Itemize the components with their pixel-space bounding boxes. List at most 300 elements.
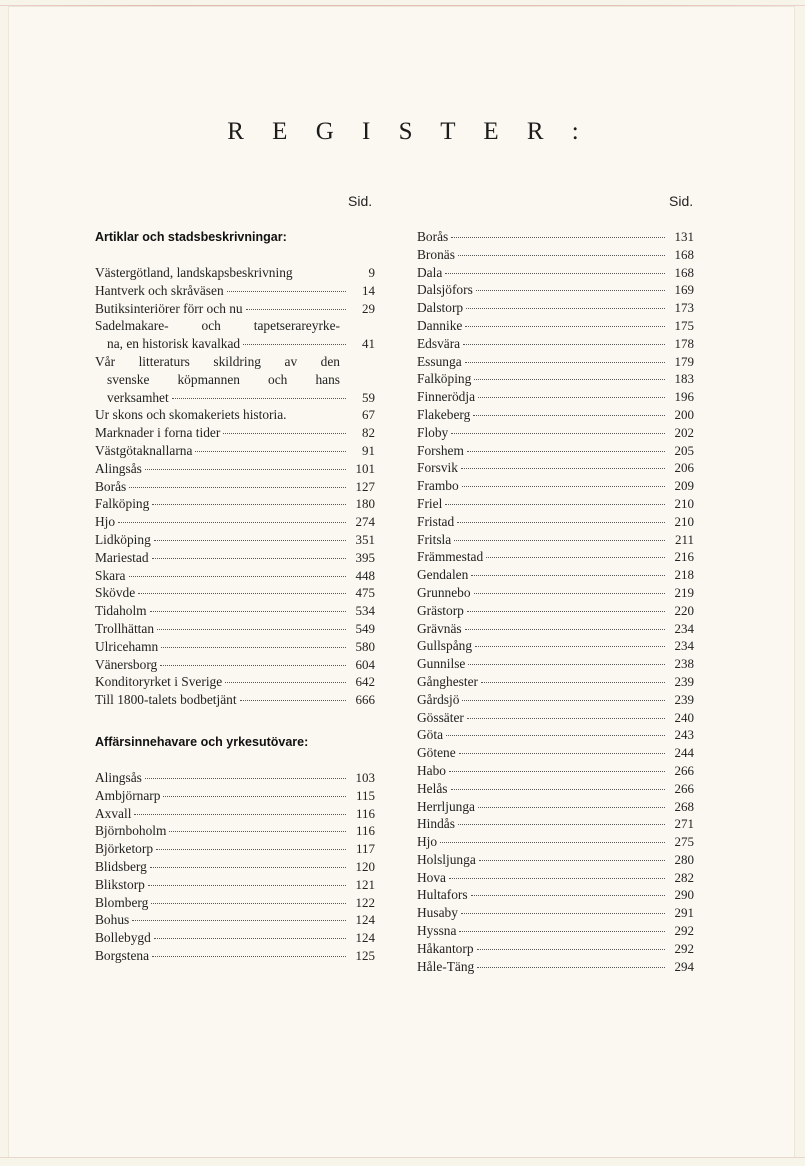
dot-leader (118, 522, 346, 523)
dot-leader (227, 291, 346, 292)
index-entry (95, 947, 375, 965)
index-entry (95, 638, 375, 656)
entry-page-number: 220 (674, 602, 694, 618)
entry-label: Dannike (417, 317, 463, 333)
entry-label: Gånghester (417, 673, 478, 689)
dot-leader (466, 308, 665, 309)
dot-leader (225, 682, 346, 683)
index-entry (417, 709, 694, 727)
dot-leader (451, 789, 666, 790)
index-entry (417, 228, 694, 246)
dot-leader (465, 362, 665, 363)
index-entry (95, 840, 375, 858)
entry-label: Axvall (95, 805, 132, 821)
index-entry (95, 602, 375, 620)
entry-page-number: 266 (674, 762, 694, 778)
entry-page-number: 211 (674, 531, 694, 547)
bottom-edge-line (0, 1157, 805, 1158)
entry-label: Finnerödja (417, 389, 476, 405)
dot-leader (473, 415, 665, 416)
entry-label: Hova (417, 869, 447, 885)
entry-label: Grästorp (417, 602, 464, 618)
entry-page-number: 395 (355, 549, 375, 565)
index-entry (95, 769, 375, 787)
dot-leader (169, 831, 346, 832)
entry-label: Flakeberg (417, 406, 471, 422)
entry-label: Bohus (95, 912, 130, 928)
entry-label: Hjo (95, 514, 116, 530)
index-entry (95, 805, 375, 823)
entry-label: Borås (417, 229, 449, 244)
entry-label: Frambo (417, 478, 459, 494)
dot-leader (445, 273, 665, 274)
dot-leader (134, 814, 346, 815)
entry-page-number: 240 (674, 709, 694, 725)
entry-label: Tidaholm (95, 603, 147, 619)
dot-leader (440, 842, 665, 843)
dot-leader (461, 913, 665, 914)
entry-page-number: 168 (674, 264, 694, 280)
entry-page-number: 604 (355, 656, 375, 672)
index-entry (417, 317, 694, 335)
dot-leader (459, 753, 665, 754)
entry-label: Forshem (417, 442, 464, 458)
index-entry (417, 940, 694, 958)
entry-page-number: 291 (674, 905, 694, 921)
index-entry (417, 851, 694, 869)
dot-leader (172, 398, 346, 399)
dot-leader (476, 290, 665, 291)
entry-page-number: 183 (674, 371, 694, 387)
dot-leader (246, 309, 346, 310)
entry-page-number: 101 (355, 460, 375, 476)
index-entry (95, 264, 375, 282)
index-entry (95, 787, 375, 805)
entry-page-number: 580 (355, 638, 375, 654)
index-entry (417, 370, 694, 388)
entry-page-number: 124 (355, 912, 375, 928)
entry-label: Skara (95, 567, 126, 583)
dot-leader (129, 487, 346, 488)
entry-page-number: 666 (355, 692, 375, 708)
index-entry (95, 478, 375, 496)
index-entry (417, 798, 694, 816)
entry-label: Hjo (417, 834, 438, 850)
entry-page-number: 122 (355, 894, 375, 910)
index-entry (95, 858, 375, 876)
entry-label: Gårdsjö (417, 691, 460, 707)
entry-label: Hultafors (417, 887, 468, 903)
entry-page-number: 169 (674, 282, 694, 298)
entry-label: Gössäter (417, 709, 464, 725)
entry-page-number: 116 (355, 805, 375, 821)
entry-label: Vår litteraturs skildring av den (95, 353, 340, 369)
dot-leader (475, 646, 665, 647)
index-entry (95, 620, 375, 638)
dot-leader (468, 664, 665, 665)
entry-page-number: 127 (355, 478, 375, 494)
dot-leader (243, 344, 346, 345)
entry-page-number: 41 (362, 336, 375, 352)
left-column (95, 228, 375, 965)
dot-leader (446, 735, 665, 736)
entry-page-number: 351 (355, 531, 375, 547)
index-entry (417, 655, 694, 673)
dot-leader (462, 700, 665, 701)
index-entry (95, 894, 375, 912)
index-entry (95, 317, 375, 335)
entry-label: Butiksinteriörer förr och nu (95, 300, 243, 316)
index-entry (417, 691, 694, 709)
entry-label: Friel (417, 495, 443, 511)
entry-page-number: 91 (362, 442, 375, 458)
entry-label: Konditoryrket i Sverige (95, 674, 223, 690)
entry-page-number: 290 (674, 887, 694, 903)
entry-label: Björnboholm (95, 823, 167, 839)
entry-label: Ulricehamn (95, 638, 159, 654)
entry-label: Fritsla (417, 531, 452, 547)
entry-label: Blikstorp (95, 876, 145, 892)
index-entry (417, 495, 694, 513)
dot-leader (160, 665, 346, 666)
section-heading-businesses: Affärsinnehavare och yrkesutövare: (95, 734, 309, 749)
dot-leader (478, 397, 665, 398)
entry-label: Alingsås (95, 460, 142, 476)
index-entry (417, 406, 694, 424)
entry-label: svenske köpmannen och hans (107, 371, 340, 387)
dot-leader (445, 504, 665, 505)
section-heading-articles: Artiklar och stadsbeskrivningar: (95, 230, 287, 244)
dot-leader (467, 611, 665, 612)
entry-page-number: 209 (674, 478, 694, 494)
entry-page-number: 29 (362, 300, 375, 316)
entry-page-number: 642 (355, 674, 375, 690)
index-entry (95, 691, 375, 709)
entry-label: Sadelmakare- och tapetserareyrke- (95, 318, 340, 334)
dot-leader (465, 326, 665, 327)
dot-leader (152, 956, 346, 957)
entry-label: Falköping (95, 496, 150, 512)
dot-leader (240, 700, 346, 701)
page-column-header-right: Sid. (669, 193, 694, 209)
top-edge-line (0, 5, 805, 6)
entry-label: Dalstorp (417, 300, 464, 316)
entry-label: Habo (417, 762, 447, 778)
entry-label: Blidsberg (95, 858, 147, 874)
index-entry (417, 335, 694, 353)
entry-label: Forsvik (417, 460, 458, 476)
dot-leader (467, 451, 665, 452)
dot-leader (195, 451, 346, 452)
entry-label: Grävnäs (417, 620, 462, 636)
dot-leader (462, 486, 665, 487)
entry-page-number: 218 (674, 567, 694, 583)
entry-label: Grunnebo (417, 584, 471, 600)
dot-leader (152, 558, 346, 559)
dot-leader (150, 867, 346, 868)
entry-page-number: 210 (674, 495, 694, 511)
index-entry (95, 389, 375, 407)
entry-page-number: 234 (674, 638, 694, 654)
entry-label: Göta (417, 727, 444, 743)
businesses-list (95, 769, 375, 965)
entry-page-number: 180 (355, 496, 375, 512)
right-column (417, 228, 694, 975)
index-entry (417, 353, 694, 371)
dot-leader (474, 379, 665, 380)
entry-label: Holsljunga (417, 851, 476, 867)
dot-leader (449, 878, 665, 879)
entry-label: Borås (95, 478, 127, 494)
entry-label: Främmestad (417, 549, 484, 565)
index-entry (417, 869, 694, 887)
index-entry (417, 762, 694, 780)
dot-leader (471, 895, 665, 896)
index-entry (417, 246, 694, 264)
entry-page-number: 200 (674, 406, 694, 422)
entry-page-number: 292 (674, 923, 694, 939)
entry-label: Gullspång (417, 638, 473, 654)
entry-label: Essunga (417, 353, 462, 369)
index-entry (95, 531, 375, 549)
entry-label: Till 1800-talets bodbetjänt (95, 692, 237, 708)
index-entry (417, 726, 694, 744)
places-list (417, 228, 694, 975)
entry-label: Bronäs (417, 246, 455, 262)
dot-leader (451, 237, 665, 238)
dot-leader (145, 469, 346, 470)
entry-page-number: 268 (674, 798, 694, 814)
entry-label: Vänersborg (95, 656, 158, 672)
entry-label: Hindås (417, 816, 455, 832)
index-entry (95, 673, 375, 691)
dot-leader (451, 433, 665, 434)
entry-label: Gendalen (417, 567, 469, 583)
index-entry (95, 335, 375, 353)
entry-page-number: 59 (362, 389, 375, 405)
entry-page-number: 116 (355, 823, 375, 839)
entry-page-number: 196 (674, 389, 694, 405)
entry-page-number: 175 (674, 317, 694, 333)
dot-leader (458, 255, 665, 256)
index-entry (417, 602, 694, 620)
dot-leader (459, 931, 665, 932)
entry-page-number: 280 (674, 851, 694, 867)
entry-label: Håle-Täng (417, 958, 475, 974)
entry-page-number: 178 (674, 335, 694, 351)
entry-page-number: 239 (674, 691, 694, 707)
dot-leader (161, 647, 346, 648)
index-entry (95, 495, 375, 513)
dot-leader (132, 920, 346, 921)
index-entry (417, 513, 694, 531)
page-title: R E G I S T E R : (227, 118, 590, 145)
entry-page-number: 206 (674, 460, 694, 476)
entry-label: Alingsås (95, 769, 142, 785)
dot-leader (145, 778, 346, 779)
dot-leader (150, 611, 346, 612)
entry-label: Fristad (417, 513, 455, 529)
entry-label: na, en historisk kavalkad (107, 336, 241, 352)
articles-list (95, 264, 375, 709)
dot-leader (156, 849, 346, 850)
entry-label: Västgötaknallarna (95, 442, 193, 458)
entry-page-number: 475 (355, 585, 375, 601)
entry-page-number: 168 (674, 246, 694, 262)
entry-label: Hantverk och skråväsen (95, 282, 224, 298)
index-entry (417, 584, 694, 602)
entry-label: verksamhet (107, 389, 169, 405)
entry-page-number: 117 (355, 841, 375, 857)
entry-label: Borgstena (95, 947, 150, 963)
entry-label: Edsvära (417, 335, 461, 351)
dot-leader (129, 576, 347, 577)
index-entry (417, 744, 694, 762)
dot-leader (151, 903, 346, 904)
entry-page-number: 202 (674, 424, 694, 440)
entry-page-number: 205 (674, 442, 694, 458)
index-entry (95, 567, 375, 585)
index-entry (417, 886, 694, 904)
entry-page-number: 9 (368, 265, 375, 280)
entry-page-number: 238 (674, 656, 694, 672)
dot-leader (449, 771, 665, 772)
dot-leader (481, 682, 665, 683)
entry-label: Floby (417, 424, 449, 440)
index-entry (95, 406, 375, 424)
entry-page-number: 292 (674, 940, 694, 956)
entry-label: Helås (417, 780, 448, 796)
dot-leader (148, 885, 346, 886)
entry-page-number: 244 (674, 745, 694, 761)
index-entry (417, 459, 694, 477)
index-entry (417, 281, 694, 299)
entry-label: Gunnilse (417, 656, 466, 672)
entry-label: Mariestad (95, 549, 149, 565)
entry-page-number: 239 (674, 673, 694, 689)
entry-page-number: 120 (355, 858, 375, 874)
entry-page-number: 121 (355, 876, 375, 892)
entry-label: Hyssna (417, 923, 457, 939)
index-entry (95, 822, 375, 840)
entry-page-number: 115 (355, 787, 375, 803)
index-entry (417, 620, 694, 638)
index-entry (417, 637, 694, 655)
entry-page-number: 219 (674, 584, 694, 600)
dot-leader (152, 504, 346, 505)
dot-leader (154, 938, 346, 939)
dot-leader (463, 344, 665, 345)
entry-label: Skövde (95, 585, 136, 601)
dot-leader (465, 629, 665, 630)
dot-leader (477, 949, 665, 950)
entry-page-number: 266 (674, 780, 694, 796)
index-entry (95, 371, 375, 389)
entry-label: Håkantorp (417, 940, 474, 956)
entry-page-number: 125 (355, 947, 375, 963)
entry-page-number: 549 (355, 620, 375, 636)
index-entry (417, 477, 694, 495)
index-entry (417, 388, 694, 406)
dot-leader (479, 860, 665, 861)
index-entry (417, 264, 694, 282)
dot-leader (154, 540, 346, 541)
entry-label: Lidköping (95, 531, 151, 547)
index-entry (417, 673, 694, 691)
entry-page-number: 243 (674, 727, 694, 743)
entry-page-number: 82 (362, 425, 375, 441)
entry-label: Ur skons och skomakeriets historia. (95, 407, 287, 423)
index-entry (417, 904, 694, 922)
index-entry (95, 549, 375, 567)
entry-page-number: 173 (674, 300, 694, 316)
entry-label: Marknader i forna tider (95, 425, 221, 441)
dot-leader (474, 593, 665, 594)
entry-page-number: 234 (674, 620, 694, 636)
page-column-header-left: Sid. (348, 193, 373, 209)
entry-page-number: 67 (362, 407, 375, 423)
entry-label: Dalsjöfors (417, 282, 473, 298)
index-entry (417, 442, 694, 460)
dot-leader (157, 629, 346, 630)
entry-page-number: 103 (355, 769, 375, 785)
index-entry (95, 353, 375, 371)
index-entry (417, 922, 694, 940)
index-entry (417, 833, 694, 851)
entry-label: Trollhättan (95, 620, 155, 636)
entry-label: Västergötland, landskapsbeskrivning (95, 265, 293, 280)
entry-page-number: 131 (674, 229, 694, 244)
entry-label: Husaby (417, 905, 458, 921)
dot-leader (467, 718, 665, 719)
dot-leader (163, 796, 346, 797)
entry-label: Bollebygd (95, 930, 151, 946)
dot-leader (486, 557, 665, 558)
entry-page-number: 294 (674, 958, 694, 974)
index-entry (95, 929, 375, 947)
entry-page-number: 274 (355, 514, 375, 530)
index-entry (417, 958, 694, 976)
dot-leader (138, 593, 346, 594)
entry-page-number: 124 (355, 930, 375, 946)
dot-leader (477, 967, 665, 968)
index-entry (95, 513, 375, 531)
dot-leader (458, 824, 665, 825)
index-entry (95, 460, 375, 478)
entry-page-number: 216 (674, 549, 694, 565)
entry-label: Dala (417, 264, 443, 280)
index-entry (417, 299, 694, 317)
dot-leader (457, 522, 665, 523)
dot-leader (478, 807, 665, 808)
index-entry (417, 815, 694, 833)
index-entry (95, 282, 375, 300)
index-entry (417, 780, 694, 798)
entry-page-number: 14 (362, 282, 375, 298)
entry-page-number: 534 (355, 603, 375, 619)
entry-label: Herrljunga (417, 798, 476, 814)
index-entry (417, 424, 694, 442)
entry-page-number: 210 (674, 513, 694, 529)
entry-page-number: 448 (355, 567, 375, 583)
dot-leader (223, 433, 346, 434)
dot-leader (454, 540, 665, 541)
index-entry (417, 566, 694, 584)
entry-label: Björketorp (95, 841, 154, 857)
dot-leader (461, 468, 665, 469)
entry-page-number: 282 (674, 869, 694, 885)
index-entry (95, 876, 375, 894)
